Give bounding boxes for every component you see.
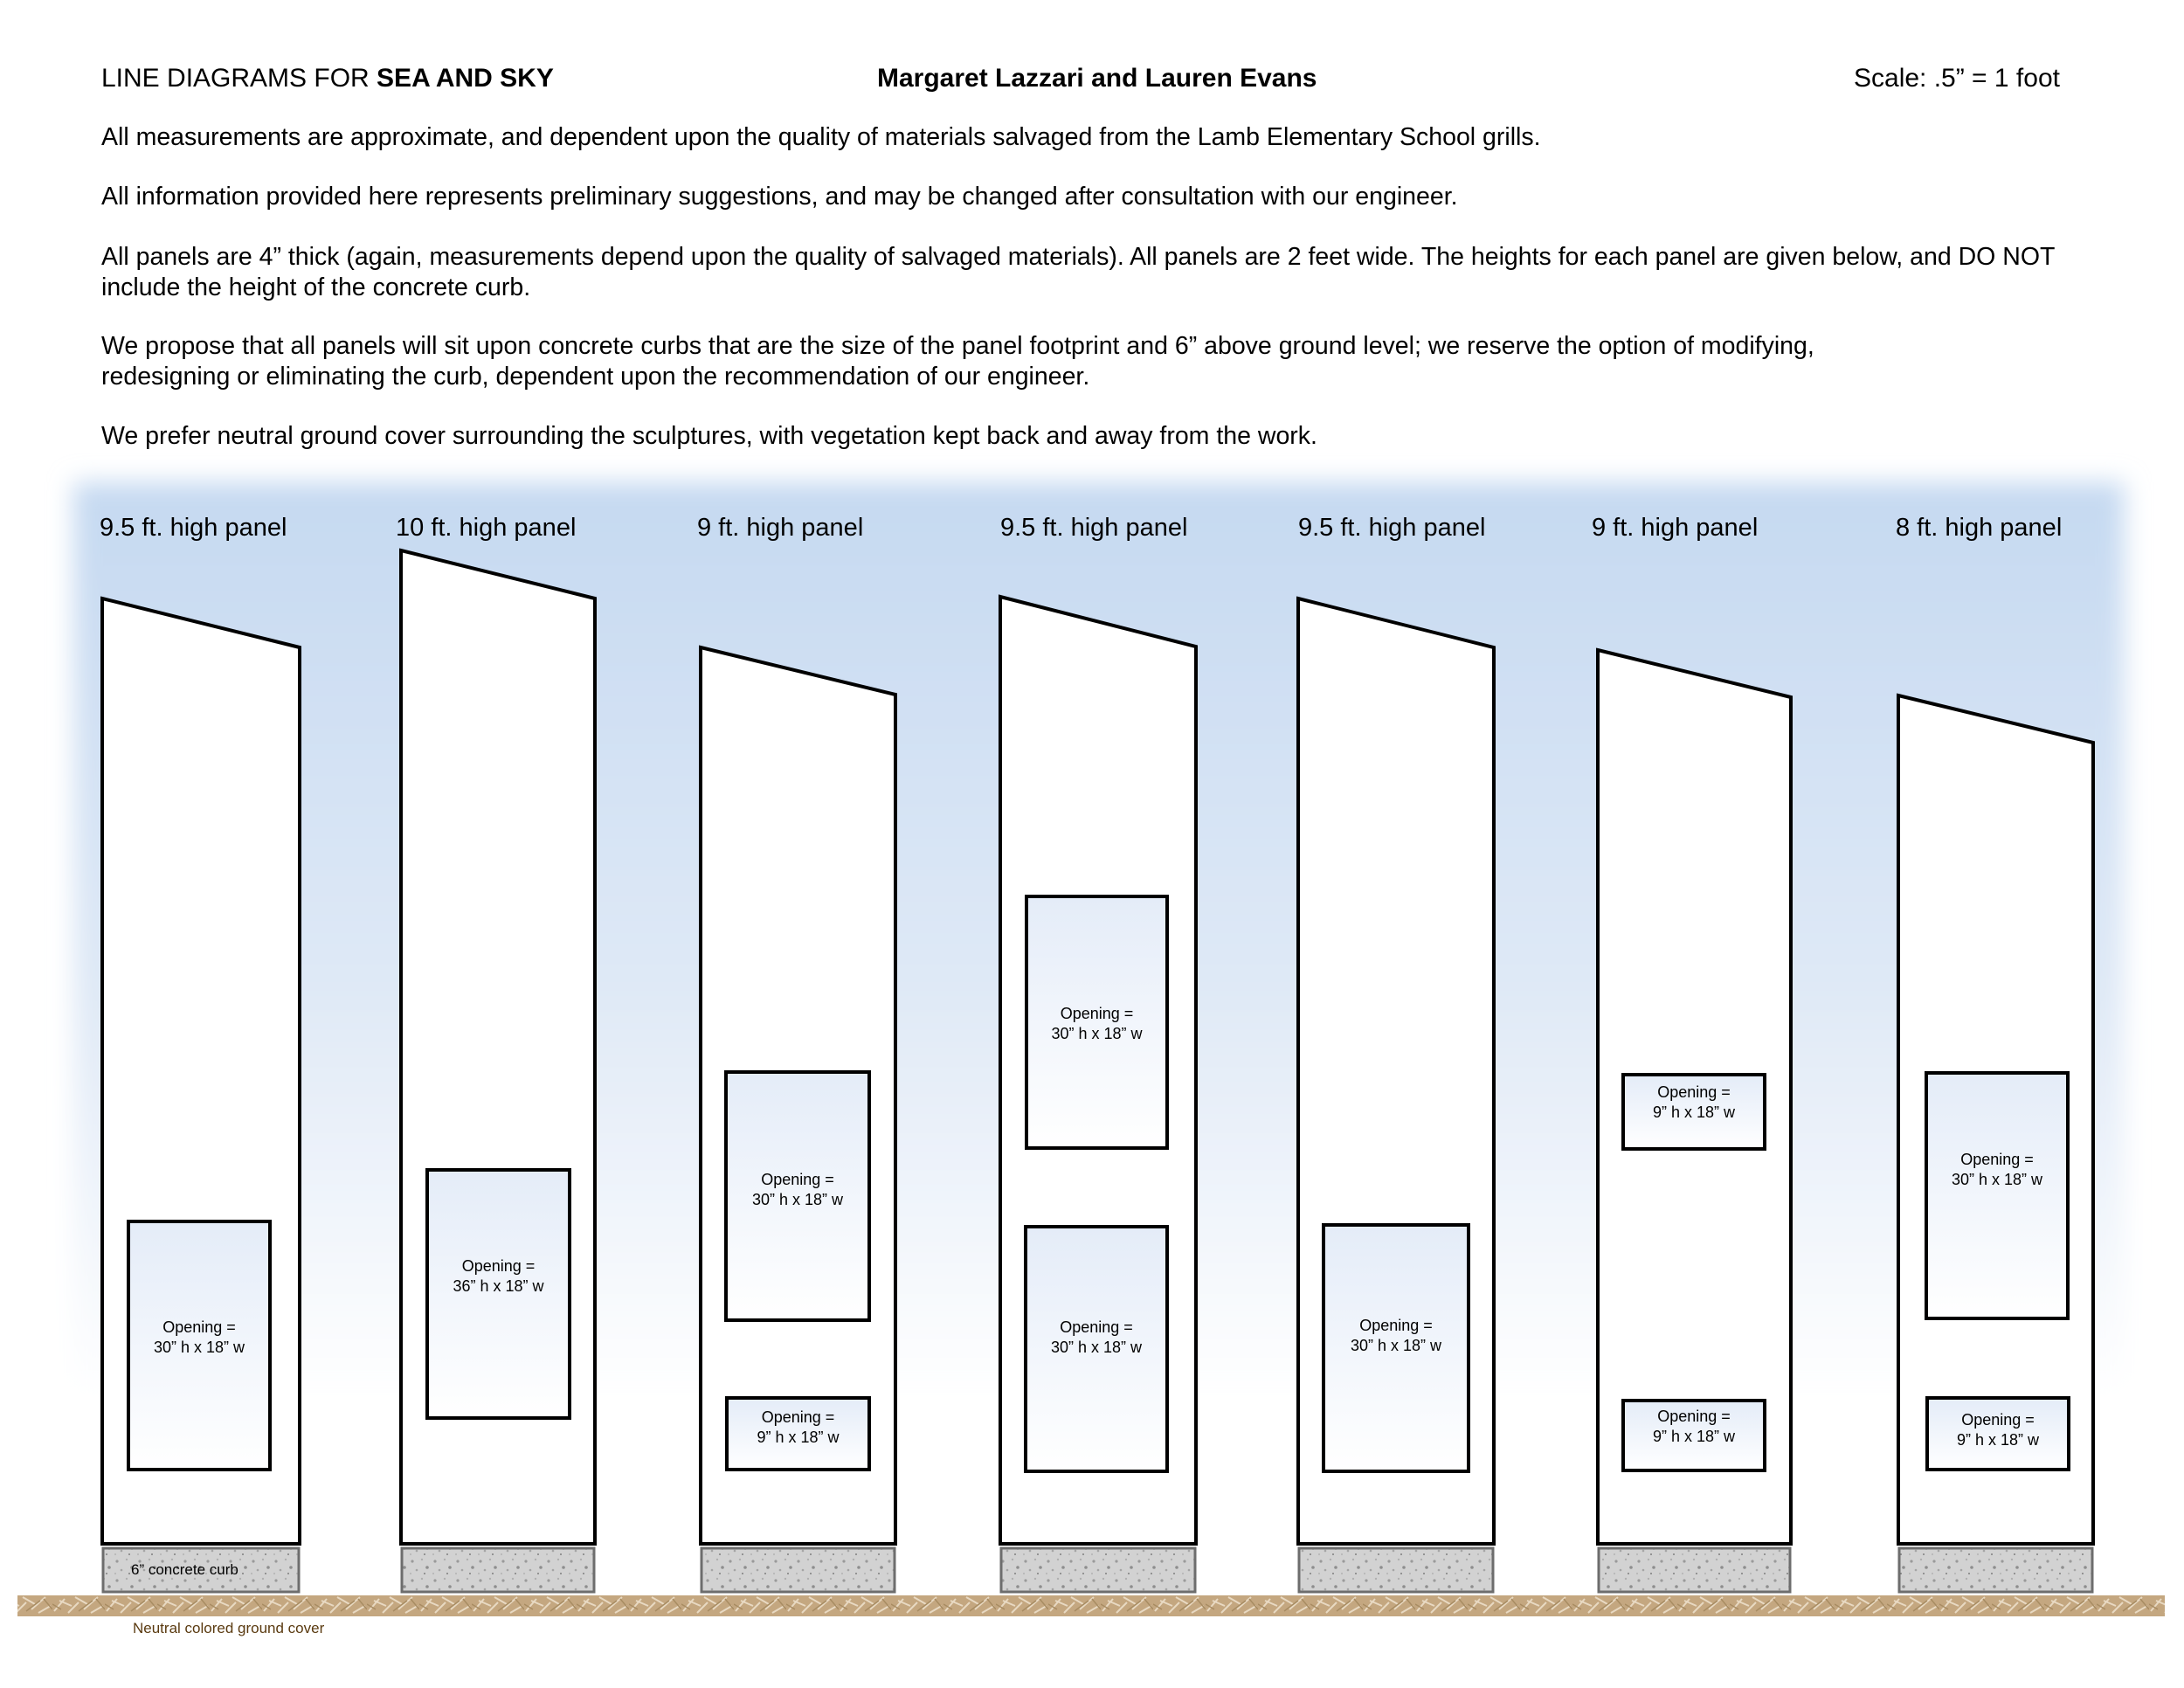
opening-size: 30” h x 18” w xyxy=(1350,1337,1442,1354)
curb-label: 6” concrete curb xyxy=(131,1561,238,1578)
concrete-curb xyxy=(1599,1548,1790,1592)
concrete-curb xyxy=(1001,1548,1195,1592)
opening-label: Opening = xyxy=(1060,1005,1134,1022)
opening-size: 30” h x 18” w xyxy=(1051,1025,1143,1042)
artists: Margaret Lazzari and Lauren Evans xyxy=(877,64,1317,93)
opening-label: Opening = xyxy=(1961,1411,2035,1429)
opening-size: 9” h x 18” w xyxy=(1652,1428,1736,1445)
opening-label: Opening = xyxy=(761,1171,834,1188)
panel-height-label: 9.5 ft. high panel xyxy=(1000,514,1188,542)
ground-cover-label: Neutral colored ground cover xyxy=(133,1620,325,1636)
note-1: All measurements are approximate, and dependent upon the quality of materials salvaged from the Lamb Elementary School grills. xyxy=(101,123,1541,151)
panel-height-label: 9.5 ft. high panel xyxy=(1298,514,1486,542)
panel-height-label: 9.5 ft. high panel xyxy=(100,514,287,542)
opening-label: Opening = xyxy=(761,1408,835,1426)
opening-size: 36” h x 18” w xyxy=(453,1277,544,1295)
note-4: We propose that all panels will sit upon concrete curbs that are the size of the panel footprint and 6” above ground level; we reserve the option of modifying, redesigning or eliminating the curb, dependent upon the recommendation of our engineer. xyxy=(101,332,1814,391)
note-3: All panels are 4” thick (again, measurements depend upon the quality of salvaged materials). All panels are 2 feet wide. The heights for each panel are given below, and DO NOT include the height of the concrete curb. xyxy=(101,243,2055,301)
scale-note: Scale: .5” = 1 foot xyxy=(1854,64,2060,93)
panel-5 xyxy=(1298,514,1494,1592)
panel-4 xyxy=(1000,514,1196,1592)
opening-size: 9” h x 18” w xyxy=(757,1429,840,1446)
opening-size: 30” h x 18” w xyxy=(751,1191,844,1208)
concrete-curb xyxy=(702,1548,895,1592)
note-2: All information provided here represents preliminary suggestions, and may be changed after consultation with our engineer. xyxy=(101,183,1458,211)
opening-label: Opening = xyxy=(461,1257,536,1275)
concrete-curb xyxy=(402,1548,594,1592)
concrete-curb xyxy=(1899,1548,2092,1592)
panel-height-label: 10 ft. high panel xyxy=(396,514,577,542)
opening-size: 9” h x 18” w xyxy=(1652,1103,1736,1121)
opening-size: 30” h x 18” w xyxy=(153,1339,245,1356)
panel-height-label: 9 ft. high panel xyxy=(697,514,864,542)
note-5: We prefer neutral ground cover surrounding the sculptures, with vegetation kept back and away from the work. xyxy=(101,422,1317,450)
opening-label: Opening = xyxy=(1359,1317,1433,1334)
opening-label: Opening = xyxy=(1657,1083,1731,1101)
opening-label: Opening = xyxy=(1960,1151,2034,1168)
panel-height-label: 9 ft. high panel xyxy=(1592,514,1759,542)
ground-strip xyxy=(17,1595,2165,1616)
opening-label: Opening = xyxy=(162,1318,236,1336)
opening-size: 9” h x 18” w xyxy=(1956,1431,2040,1449)
panel-1 xyxy=(100,514,300,1592)
title-prefix: LINE DIAGRAMS FOR xyxy=(101,64,377,93)
opening-frame xyxy=(1926,1073,2068,1318)
opening-frame xyxy=(1026,896,1167,1148)
opening-label: Opening = xyxy=(1657,1408,1731,1425)
concrete-curb xyxy=(1299,1548,1493,1592)
opening-size: 30” h x 18” w xyxy=(1951,1171,2043,1188)
panel-2 xyxy=(396,514,595,1592)
opening-label: Opening = xyxy=(1060,1318,1133,1336)
title-bold: SEA AND SKY xyxy=(377,64,554,93)
panel-height-label: 8 ft. high panel xyxy=(1896,514,2063,542)
opening-size: 30” h x 18” w xyxy=(1050,1339,1143,1356)
